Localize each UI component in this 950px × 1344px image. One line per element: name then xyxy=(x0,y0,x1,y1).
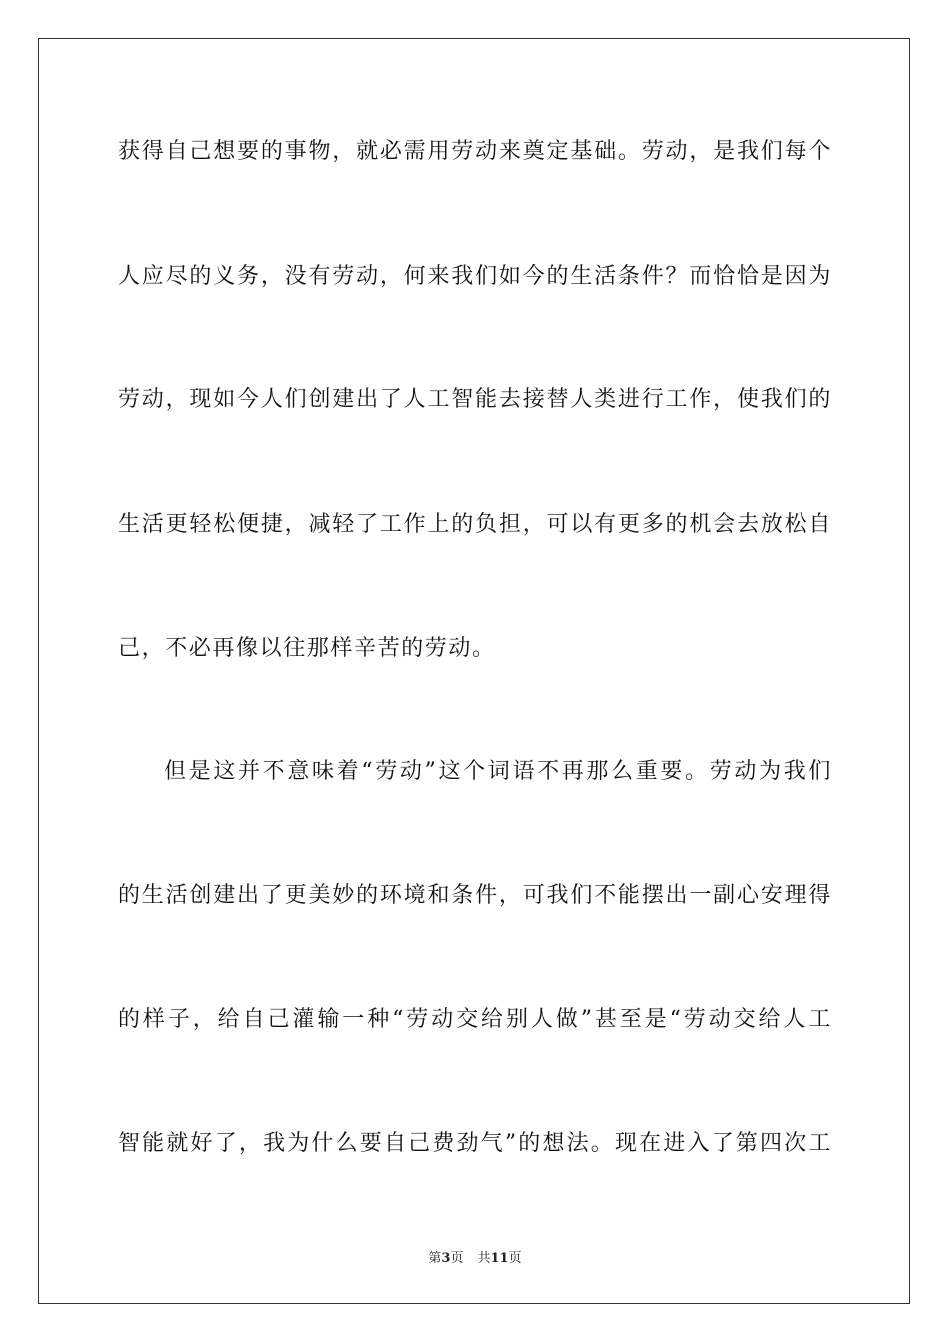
paragraph-line-5: 己，不必再像以往那样辛苦的劳动。 xyxy=(118,636,496,661)
paragraph-line-9: 智能就好了，我为什么要自己费劲气”的想法。现在进入了第四次工 xyxy=(118,1131,832,1156)
paragraph-line-8: 的样子，给自己灌输一种“劳动交给别人做”甚至是“劳动交给人工 xyxy=(118,1007,832,1032)
footer-total-suffix: 页 xyxy=(508,1251,522,1266)
paragraph-line-3: 劳动，现如今人们创建出了人工智能去接替人类进行工作，使我们的 xyxy=(118,387,832,412)
footer-page-suffix: 页 xyxy=(450,1251,464,1266)
paragraph-line-4: 生活更轻松便捷，减轻了工作上的负担，可以有更多的机会去放松自 xyxy=(118,512,832,537)
paragraph-line-1: 获得自己想要的事物，就必需用劳动来奠定基础。劳动，是我们每个 xyxy=(118,139,832,164)
page-footer xyxy=(0,1247,950,1266)
page-border xyxy=(38,38,910,1304)
paragraph-line-6: 但是这并不意味着“劳动”这个词语不再那么重要。劳动为我们 xyxy=(164,759,832,784)
footer-page-number: 3 xyxy=(441,1251,451,1266)
paragraph-line-7: 的生活创建出了更美妙的环境和条件，可我们不能摆出一副心安理得 xyxy=(118,883,832,908)
footer-page-prefix: 第 xyxy=(428,1251,442,1266)
footer-total-prefix: 共 xyxy=(477,1251,491,1266)
footer-total-number: 11 xyxy=(490,1251,509,1266)
paragraph-line-2: 人应尽的义务，没有劳动，何来我们如今的生活条件？而恰恰是因为 xyxy=(118,264,832,289)
